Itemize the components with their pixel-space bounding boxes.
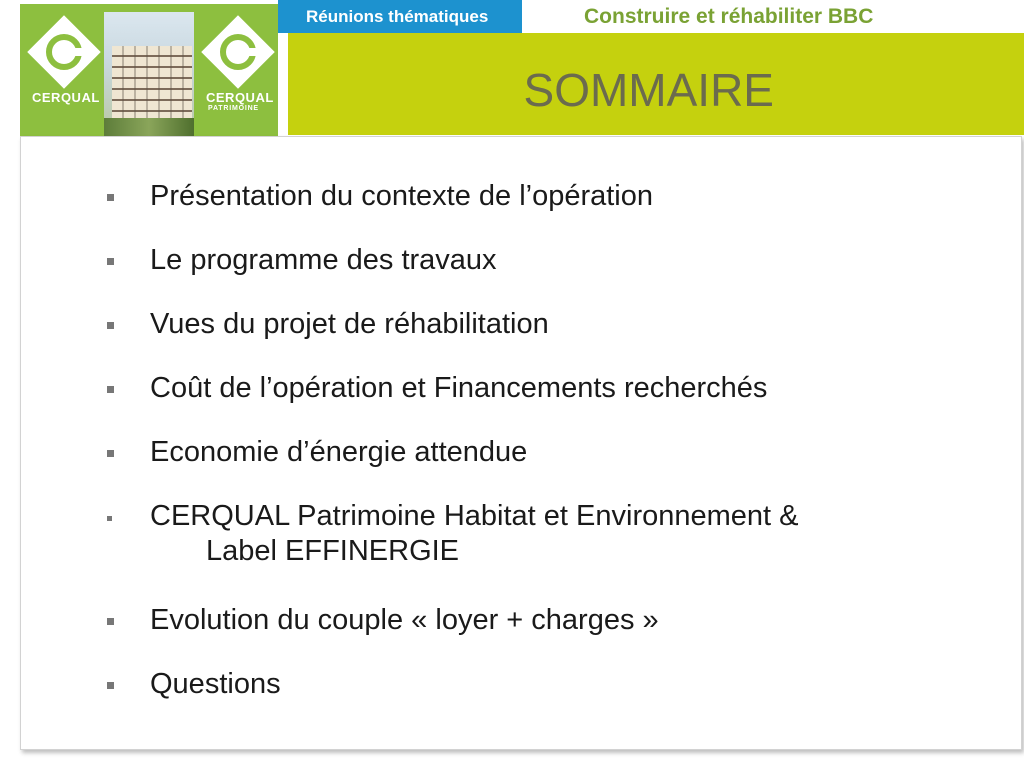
patrimoine-logo-subtext: PATRIMOINE	[208, 105, 259, 112]
tab-construire-rehabiliter	[522, 0, 1024, 33]
agenda-item-text: Coût de l’opération et Financements recherchés	[150, 372, 768, 404]
agenda-item-text	[150, 499, 799, 569]
slide-title: SOMMAIRE	[523, 64, 774, 116]
agenda-item-text: Evolution du couple « loyer + charges »	[150, 604, 659, 636]
square-bullet-icon	[107, 194, 114, 201]
square-bullet-icon	[107, 386, 114, 393]
cerqual-patrimoine-ring-icon	[220, 34, 256, 70]
tab-reunions-thematiques	[278, 0, 522, 33]
content-frame	[20, 136, 1022, 750]
tab-construire-label: Construire et réhabiliter BBC	[584, 4, 874, 28]
logo-panel	[20, 4, 278, 136]
building-facade	[112, 46, 192, 124]
agenda-item-text: Questions	[150, 668, 281, 700]
trees	[104, 118, 194, 136]
agenda-item-text: Le programme des travaux	[150, 244, 497, 276]
agenda-item-line1: CERQUAL Patrimoine Habitat et Environnement &	[150, 500, 799, 532]
square-bullet-icon	[107, 322, 114, 329]
cerqual-logo-text: CERQUAL	[32, 90, 100, 105]
square-bullet-icon	[107, 618, 114, 625]
agenda-item-text: Présentation du contexte de l’opération	[150, 180, 654, 212]
cerqual-patrimoine-logo-text: CERQUAL	[206, 90, 274, 105]
agenda-item-line2: Label EFFINERGIE	[206, 535, 460, 567]
title-band	[288, 33, 1024, 135]
square-bullet-icon	[107, 516, 112, 521]
tab-reunions-label: Réunions thématiques	[306, 6, 489, 26]
agenda-item-text: Vues du projet de réhabilitation	[150, 308, 549, 340]
agenda-item-text: Economie d’énergie attendue	[150, 436, 528, 468]
building-photo	[104, 12, 194, 136]
square-bullet-icon	[107, 450, 114, 457]
square-bullet-icon	[107, 682, 114, 689]
square-bullet-icon	[107, 258, 114, 265]
cerqual-ring-icon	[46, 34, 82, 70]
